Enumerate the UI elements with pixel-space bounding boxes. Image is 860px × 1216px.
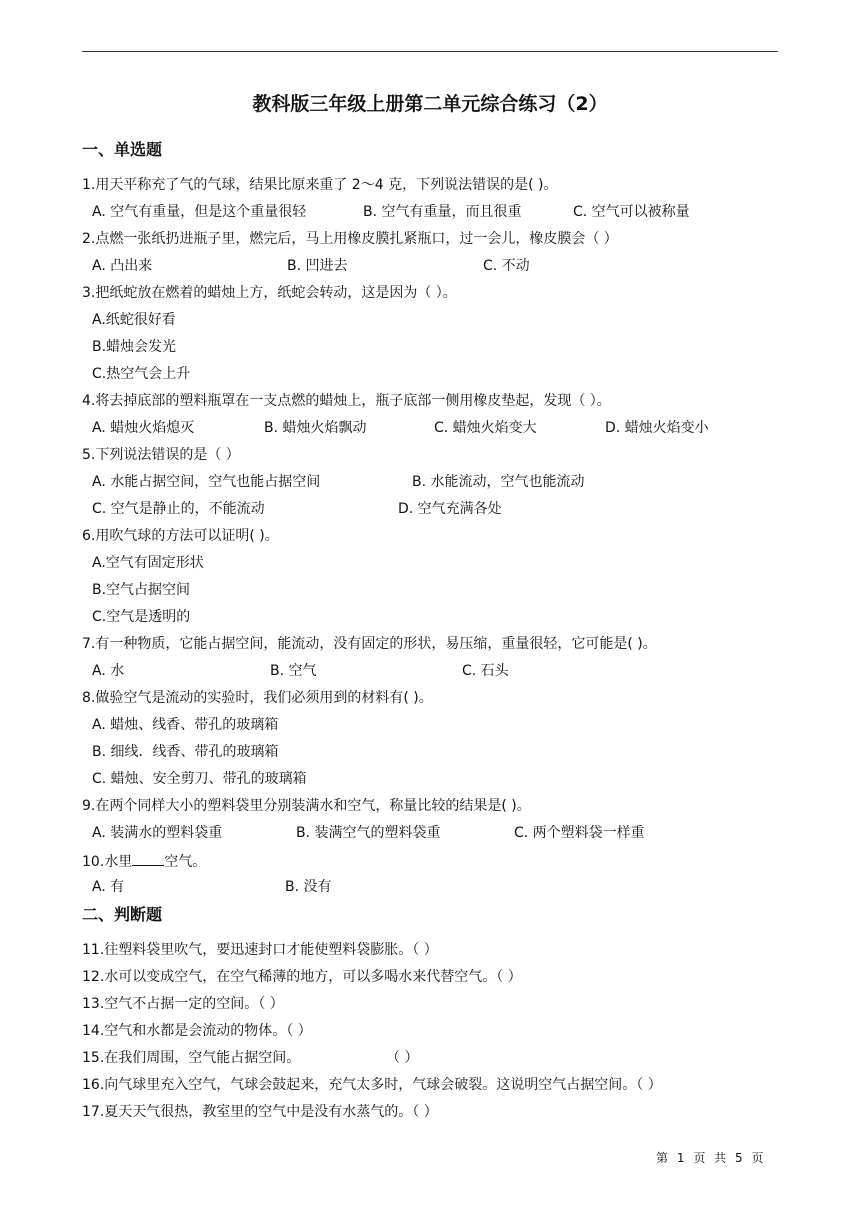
option: A. 空气有重量，但是这个重量很轻	[92, 204, 307, 220]
question-stem: 1.用天平称充了气的气球，结果比原来重了 2～4 克，下列说法错误的是( )。	[82, 177, 558, 193]
option: B. 空气	[270, 663, 317, 679]
judgment-item: 12.水可以变成空气，在空气稀薄的地方，可以多喝水来代替空气。（ ）	[82, 969, 522, 985]
option: B. 水能流动，空气也能流动	[412, 474, 585, 490]
footer-text: 共	[714, 1151, 727, 1165]
judgment-item: 14.空气和水都是会流动的物体。（ ）	[82, 1023, 312, 1039]
section-heading-single-choice: 一、单选题	[82, 140, 163, 159]
judgment-item: 16.向气球里充入空气，气球会鼓起来，充气太多时，气球会破裂。这说明空气占据空间。（ ）	[82, 1077, 662, 1093]
option: C. 两个塑料袋一样重	[514, 825, 645, 841]
page-footer	[656, 1150, 763, 1166]
option: D. 空气充满各处	[398, 501, 502, 517]
question-stem	[82, 851, 206, 871]
option: A.纸蛇很好看	[92, 312, 176, 328]
current-page-number: 1	[676, 1151, 685, 1165]
option: C.热空气会上升	[92, 366, 191, 382]
question-stem: 3.把纸蛇放在燃着的蜡烛上方，纸蛇会转动，这是因为（ ）。	[82, 285, 457, 301]
question-stem: 9.在两个同样大小的塑料袋里分别装满水和空气，称量比较的结果是( )。	[82, 798, 531, 814]
option: A.空气有固定形状	[92, 555, 204, 571]
section-heading-true-false: 二、判断题	[82, 905, 163, 924]
option: C. 不动	[483, 258, 530, 274]
option: B. 没有	[285, 879, 332, 895]
footer-text: 页	[693, 1151, 706, 1165]
option: A. 凸出来	[92, 258, 153, 274]
header-rule	[82, 51, 778, 52]
option: C.空气是透明的	[92, 609, 191, 625]
option: B. 细线．线香、带孔的玻璃箱	[92, 744, 279, 760]
option: A. 水能占据空间，空气也能占据空间	[92, 474, 321, 490]
option: C. 蜡烛、安全剪刀、带孔的玻璃箱	[92, 771, 307, 787]
document-title: 教科版三年级上册第二单元综合练习（2）	[252, 93, 608, 115]
option: C. 空气可以被称量	[573, 204, 690, 220]
question-stem: 8.做验空气是流动的实验时，我们必须用到的材料有( )。	[82, 690, 433, 706]
option: A. 水	[92, 663, 125, 679]
option: A. 蜡烛、线香、带孔的玻璃箱	[92, 717, 279, 733]
option: B.蜡烛会发光	[92, 339, 177, 355]
question-stem: 5.下列说法错误的是（ ）	[82, 447, 240, 463]
question-stem: 4.将去掉底部的塑料瓶罩在一支点燃的蜡烛上，瓶子底部一侧用橡皮垫起，发现（ ）。	[82, 393, 611, 409]
option: C. 蜡烛火焰变大	[434, 420, 537, 436]
option: B. 空气有重量，而且很重	[363, 204, 522, 220]
option: A. 装满水的塑料袋重	[92, 825, 223, 841]
option: A. 有	[92, 879, 125, 895]
stem-text: 空气。	[164, 854, 207, 870]
option: A. 蜡烛火焰熄灭	[92, 420, 195, 436]
judgment-item: 17.夏天天气很热，教室里的空气中是没有水蒸气的。（ ）	[82, 1104, 438, 1120]
footer-text: 页	[751, 1151, 764, 1165]
option: D. 蜡烛火焰变小	[605, 420, 709, 436]
stem-text: 10.水里	[82, 854, 133, 870]
option: B. 装满空气的塑料袋重	[296, 825, 441, 841]
option: B. 凹进去	[287, 258, 348, 274]
question-stem: 6.用吹气球的方法可以证明( )。	[82, 528, 279, 544]
option: B. 蜡烛火焰飘动	[264, 420, 367, 436]
option: B.空气占据空间	[92, 582, 191, 598]
footer-text: 第	[656, 1151, 669, 1165]
option: C. 空气是静止的，不能流动	[92, 501, 265, 517]
judgment-item: 15.在我们周围，空气能占据空间。	[82, 1050, 301, 1066]
judgment-item: 11.往塑料袋里吹气，要迅速封口才能使塑料袋膨胀。（ ）	[82, 942, 438, 958]
answer-bracket: （ ）	[386, 1050, 419, 1066]
fill-blank	[132, 851, 164, 866]
question-stem: 2.点燃一张纸扔进瓶子里，燃完后，马上用橡皮膜扎紧瓶口，过一会儿，橡皮膜会（ ）	[82, 231, 618, 247]
judgment-item: 13.空气不占据一定的空间。（ ）	[82, 996, 284, 1012]
option: C. 石头	[462, 663, 509, 679]
question-stem: 7.有一种物质，它能占据空间，能流动，没有固定的形状，易压缩，重量很轻，它可能是( )。	[82, 636, 657, 652]
total-pages-number: 5	[735, 1151, 743, 1165]
